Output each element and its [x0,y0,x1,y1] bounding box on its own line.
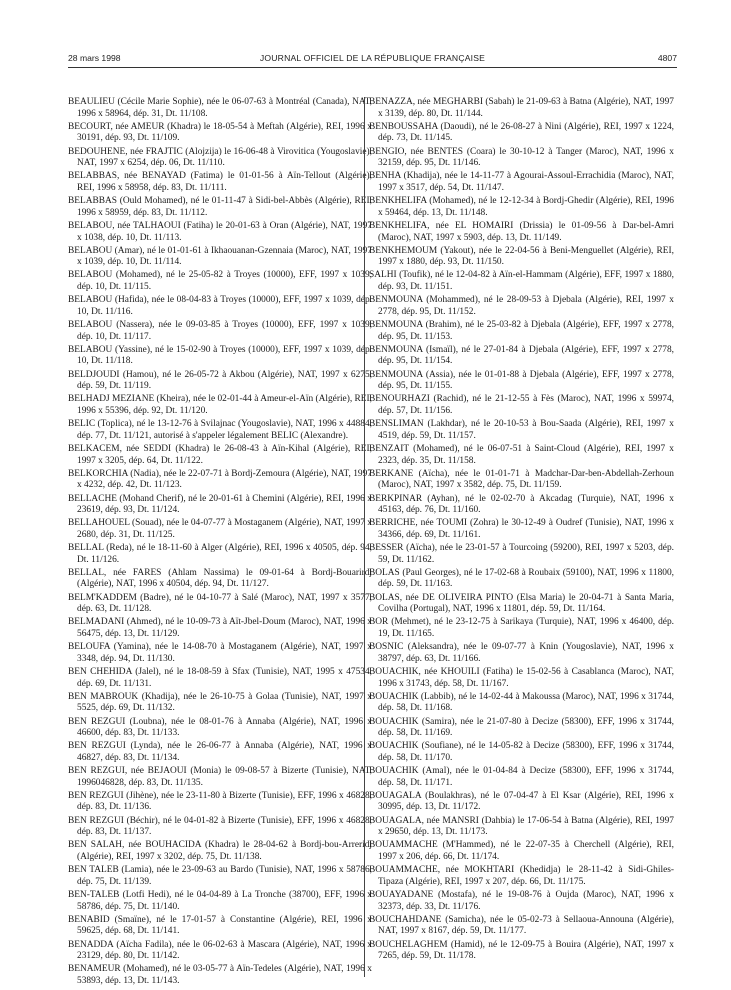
register-entry: BERKANE (Aïcha), née le 01-01-71 à Madchar-Dar-ben-Abdellah-Zerhoun (Maroc), NAT, 1997 x 3582, dép. 75, Dt. 11/159. [369,468,674,491]
register-entry: BELKACEM, née SEDDI (Khadra) le 26-08-43 à Aïn-Kihal (Algérie), REI, 1997 x 3205, dép. 64, Dt. 11/122. [68,443,372,466]
column-divider [364,97,365,977]
register-entry: BOR (Mehmet), né le 23-12-75 à Sarikaya (Turquie), NAT, 1996 x 46400, dép. 19, Dt. 11/165. [369,617,674,639]
register-entry: BENMOUNA (Ismaïl), né le 27-01-84 à Djebala (Algérie), EFF, 1997 x 2778, dép. 95, Dt. 11/154. [369,344,674,367]
register-entry: BENABID (Smaïne), né le 17-01-57 à Constantine (Algérie), REI, 1996 x 59625, dép. 68, Dt. 11/141. [68,914,372,937]
register-entry: BELMADANI (Ahmed), né le 10-09-73 à Aït-Jbel-Doum (Maroc), NAT, 1996 x 56475, dép. 13, Dt. 11/129. [68,617,372,639]
register-entry: BENAMEUR (Mohamed), né le 03-05-77 à Aïn-Tedeles (Algérie), NAT, 1996 x 53893, dép. 13, Dt. 11/143. [68,964,372,986]
register-entry: BERKPINAR (Ayhan), né le 02-02-70 à Akcadag (Turquie), NAT, 1996 x 45163, dép. 76, Dt. 11/160. [369,493,674,516]
register-entry: BOUAYADANE (Mostafa), né le 19-08-76 à Oujda (Maroc), NAT, 1996 x 32373, dép. 33, Dt. 11/176. [369,890,674,912]
register-entry: BEN MABROUK (Khadija), née le 26-10-75 à Golaa (Tunisie), NAT, 1997 x 5525, dép. 69, Dt. 11/132. [68,691,372,714]
register-entry: BEAULIEU (Cécile Marie Sophie), née le 06-07-63 à Montréal (Canada), NAT, 1996 x 58964, dép. 31, Dt. 11/108. [68,97,372,119]
register-entry: BELIC (Toplica), né le 13-12-76 à Svilajnac (Yougoslavie), NAT, 1996 x 44884, dép. 77, Dt. 11/121, autorisé à s'appeler légalement BELIC (Alexandre). [68,419,372,441]
register-entry: BEN SALAH, née BOUHACIDA (Khadra) le 28-04-62 à Bordj-bou-Arreridj (Algérie), REI, 1997 x 3202, dép. 75, Dt. 11/138. [68,840,372,863]
register-entry: SALHI (Toufik), né le 12-04-82 à Aïn-el-Hammam (Algérie), EFF, 1997 x 1880, dép. 93, Dt. 11/151. [369,270,674,293]
page-header [68,53,677,67]
register-entry: BEN TALEB (Lamia), née le 23-09-63 au Bardo (Tunisie), NAT, 1996 x 58786, dép. 75, Dt. 11/139. [68,865,372,887]
register-entry: BESSER (Aïcha), née le 23-01-57 à Tourcoing (59200), REI, 1997 x 5203, dép. 59, Dt. 11/162. [369,543,674,565]
register-entry: BOLAS, née DE OLIVEIRA PINTO (Elsa Maria) le 20-04-71 à Santa Maria, Covilha (Portugal), NAT, 1996 x 11801, dép. 59, Dt. 11/164. [369,592,674,615]
register-entry: BELLAL, née FARES (Ahlam Nassima) le 09-01-64 à Bordj-Bouarirdj (Algérie), NAT, 1996 x 40504, dép. 94, Dt. 11/127. [68,567,372,590]
register-entry: BELDJOUDI (Hamou), né le 26-05-72 à Akbou (Algérie), NAT, 1997 x 6275, dép. 59, Dt. 11/119. [68,369,372,392]
left-column [68,97,372,989]
register-entry: BELABOU (Hafida), née le 08-04-83 à Troyes (10000), EFF, 1997 x 1039, dép. 10, Dt. 11/116. [68,295,372,317]
register-entry: BENMOUNA (Brahim), né le 25-03-82 à Djebala (Algérie), EFF, 1997 x 2778, dép. 95, Dt. 11/153. [369,320,674,342]
register-entry: BENAZZA, née MEGHARBI (Sabah) le 21-09-63 à Batna (Algérie), NAT, 1997 x 3139, dép. 80, Dt. 11/144. [369,97,674,119]
register-entry: BENOURHAZI (Rachid), né le 21-12-55 à Fès (Maroc), NAT, 1996 x 59974, dép. 57, Dt. 11/156. [369,394,674,416]
register-entry: BELABOU (Mohamed), né le 25-05-82 à Troyes (10000), EFF, 1997 x 1039, dép. 10, Dt. 11/115. [68,270,372,293]
register-entry: BOUAMMACHE, née MOKHTARI (Khedidja) le 28-11-42 à Sidi-Ghiles-Tipaza (Algérie), REI, 1997 x 207, dép. 66, Dt. 11/175. [369,865,674,887]
register-entry: BENKHEMOUM (Yakout), née le 22-04-56 à Beni-Menguellet (Algérie), REI, 1997 x 1880, dép. 93, Dt. 11/150. [369,245,674,268]
register-entry: BEN REZGUI, née BEJAOUI (Monia) le 09-08-57 à Bizerte (Tunisie), NAT, 1996046828, dép. 83, Dt. 11/135. [68,766,372,788]
register-entry: BENZAIT (Mohamed), né le 06-07-51 à Saint-Cloud (Algérie), REI, 1997 x 2323, dép. 35, Dt. 11/158. [369,443,674,466]
register-entry: BENHA (Khadija), née le 14-11-77 à Agourai-Assoul-Errachidia (Maroc), NAT, 1997 x 3517, dép. 54, Dt. 11/147. [369,171,674,193]
register-entry: BOUACHIK (Samira), née le 21-07-80 à Decize (58300), EFF, 1996 x 31744, dép. 58, Dt. 11/169. [369,716,674,739]
register-entry: BENKHELIFA, née EL HOMAIRI (Drissia) le 01-09-56 à Dar-bel-Amri (Maroc), NAT, 1997 x 5903, dép. 13, Dt. 11/149. [369,220,674,243]
register-entry: BOSNIC (Aleksandra), née le 09-07-77 à Knin (Yougoslavie), NAT, 1996 x 38797, dép. 63, Dt. 11/166. [369,642,674,664]
register-entry: BOUAGALA, née MANSRI (Dahbia) le 17-06-54 à Batna (Algérie), REI, 1997 x 29650, dép. 13, Dt. 11/173. [369,815,674,838]
register-entry: BELLAL (Reda), né le 18-11-60 à Alger (Algérie), REI, 1996 x 40505, dép. 94, Dt. 11/126. [68,543,372,565]
register-entry: BOUACHIK, née KHOUILI (Fatiha) le 15-02-56 à Casablanca (Maroc), NAT, 1996 x 31743, dép. 58, Dt. 11/167. [369,666,674,689]
register-entry: BENADDA (Aïcha Fadila), née le 06-02-63 à Mascara (Algérie), NAT, 1996 x 23129, dép. 80, Dt. 11/142. [68,939,372,962]
register-entry: BENMOUNA (Mohammed), né le 28-09-53 à Djebala (Algérie), REI, 1997 x 2778, dép. 95, Dt. 11/152. [369,295,674,317]
register-entry: BERRICHE, née TOUMI (Zohra) le 30-12-49 à Oudref (Tunisie), NAT, 1996 x 34366, dép. 69, Dt. 11/161. [369,518,674,540]
register-entry: BOUCHELAGHEM (Hamid), né le 12-09-75 à Bouira (Algérie), NAT, 1997 x 7265, dép. 59, Dt. 11/178. [369,939,674,962]
register-entry: BELM'KADDEM (Badre), né le 04-10-77 à Salé (Maroc), NAT, 1997 x 3577, dép. 63, Dt. 11/128. [68,592,372,615]
register-entry: BELKORCHIA (Nadia), née le 22-07-71 à Bordj-Zemoura (Algérie), NAT, 1997 x 4232, dép. 42, Dt. 11/123. [68,468,372,491]
header-rule [68,67,677,68]
register-entry: BOUACHIK (Soufiane), né le 14-05-82 à Decize (58300), EFF, 1996 x 31744, dép. 58, Dt. 11/170. [369,741,674,763]
register-entry: BENMOUNA (Assia), née le 01-01-88 à Djebala (Algérie), EFF, 1997 x 2778, dép. 95, Dt. 11/155. [369,369,674,392]
register-entry: BELOUFA (Yamina), née le 14-08-70 à Mostaganem (Algérie), NAT, 1997 x 3348, dép. 94, Dt. 11/130. [68,642,372,664]
register-entry: BEN REZGUI (Béchir), né le 04-01-82 à Bizerte (Tunisie), EFF, 1996 x 46828, dép. 83, Dt. 11/137. [68,815,372,838]
header-page-number: 4807 [657,53,677,63]
register-entry: BELHADJ MEZIANE (Kheira), née le 02-01-44 à Ameur-el-Aïn (Algérie), REI, 1996 x 55396, dép. 92, Dt. 11/120. [68,394,372,416]
register-entry: BEN REZGUI (Lynda), née le 26-06-77 à Annaba (Algérie), NAT, 1996 x 46827, dép. 83, Dt. 11/134. [68,741,372,763]
register-entry: BELABOU (Yassine), né le 15-02-90 à Troyes (10000), EFF, 1997 x 1039, dép. 10, Dt. 11/118. [68,344,372,367]
register-entry: BELABOU (Amar), né le 01-01-61 à Ikhaouanan-Gzennaia (Maroc), NAT, 1997 x 1039, dép. 10, Dt. 11/114. [68,245,372,268]
register-entry: BENGIO, née BENTES (Coara) le 30-10-12 à Tanger (Maroc), NAT, 1996 x 32159, dép. 95, Dt. 11/146. [369,146,674,169]
register-entry: BELABBAS (Ould Mohamed), né le 01-11-47 à Sidi-bel-Abbès (Algérie), REI, 1996 x 58959, dép. 83, Dt. 11/112. [68,196,372,218]
register-entry: BENSLIMAN (Lakhdar), né le 20-10-53 à Bou-Saada (Algérie), REI, 1997 x 4519, dép. 59, Dt. 11/157. [369,419,674,441]
register-entry: BELABOU (Nassera), née le 09-03-85 à Troyes (10000), EFF, 1997 x 1039, dép. 10, Dt. 11/117. [68,320,372,342]
register-entry: BELABBAS, née BENAYAD (Fatima) le 01-01-56 à Aïn-Tellout (Algérie), REI, 1996 x 58958, dép. 83, Dt. 11/111. [68,171,372,193]
register-entry: BOUCHAHDANE (Samicha), née le 05-02-73 à Sellaoua-Announa (Algérie), NAT, 1997 x 8167, dép. 59, Dt. 11/177. [369,914,674,937]
register-entry: BELLACHE (Mohand Cherif), né le 20-01-61 à Chemini (Algérie), REI, 1996 x 23619, dép. 93, Dt. 11/124. [68,493,372,516]
register-entry: BOUAGALA (Boulakhras), né le 07-04-47 à El Ksar (Algérie), REI, 1996 x 30995, dép. 13, Dt. 11/172. [369,790,674,813]
register-entry: BELABOU, née TALHAOUI (Fatiha) le 20-01-63 à Oran (Algérie), NAT, 1997 x 1038, dép. 10, Dt. 11/113. [68,220,372,243]
register-entry: BOUACHIK (Labbib), né le 14-02-44 à Makoussa (Maroc), NAT, 1996 x 31744, dép. 58, Dt. 11/168. [369,691,674,714]
register-entry: BECOURT, née AMEUR (Khadra) le 18-05-54 à Meftah (Algérie), REI, 1996 x 30191, dép. 93, Dt. 11/109. [68,121,372,144]
register-entry: BENKHELIFA (Mohamed), né le 12-12-34 à Bordj-Ghedir (Algérie), REI, 1996 x 59464, dép. 13, Dt. 11/148. [369,196,674,218]
register-entry: BOUAMMACHE (M'Hammed), né le 22-07-35 à Cherchell (Algérie), REI, 1997 x 206, dép. 66, Dt. 11/174. [369,840,674,863]
register-entry: BEN-TALEB (Lotfi Hedi), né le 04-04-89 à La Tronche (38700), EFF, 1996 x 58786, dép. 75, Dt. 11/140. [68,890,372,912]
right-column [369,97,674,964]
register-entry: BELLAHOUEL (Souad), née le 04-07-77 à Mostaganem (Algérie), NAT, 1997 x 2680, dép. 31, Dt. 11/125. [68,518,372,540]
register-entry: BOLAS (Paul Georges), né le 17-02-68 à Roubaix (59100), NAT, 1996 x 11800, dép. 59, Dt. 11/163. [369,567,674,590]
register-entry: BENBOUSSAHA (Daoudi), né le 26-08-27 à Nini (Algérie), REI, 1997 x 1224, dép. 73, Dt. 11/145. [369,121,674,144]
register-entry: BEN REZGUI (Jihène), née le 23-11-80 à Bizerte (Tunisie), EFF, 1996 x 46828, dép. 83, Dt. 11/136. [68,790,372,813]
register-entry: BEDOUHENE, née FRAJTIC (Alojzija) le 16-06-48 à Virovitica (Yougoslavie), NAT, 1997 x 6254, dép. 06, Dt. 11/110. [68,146,372,169]
header-title: JOURNAL OFFICIEL DE LA RÉPUBLIQUE FRANÇAISE [259,53,486,63]
register-entry: BOUACHIK (Amal), née le 01-04-84 à Decize (58300), EFF, 1996 x 31744, dép. 58, Dt. 11/171. [369,766,674,788]
header-date: 28 mars 1998 [68,53,121,63]
register-entry: BEN REZGUI (Loubna), née le 08-01-76 à Annaba (Algérie), NAT, 1996 x 46600, dép. 83, Dt. 11/133. [68,716,372,739]
register-entry: BEN CHEHIDA (Jalel), né le 18-08-59 à Sfax (Tunisie), NAT, 1995 x 47534, dép. 69, Dt. 11/131. [68,666,372,689]
